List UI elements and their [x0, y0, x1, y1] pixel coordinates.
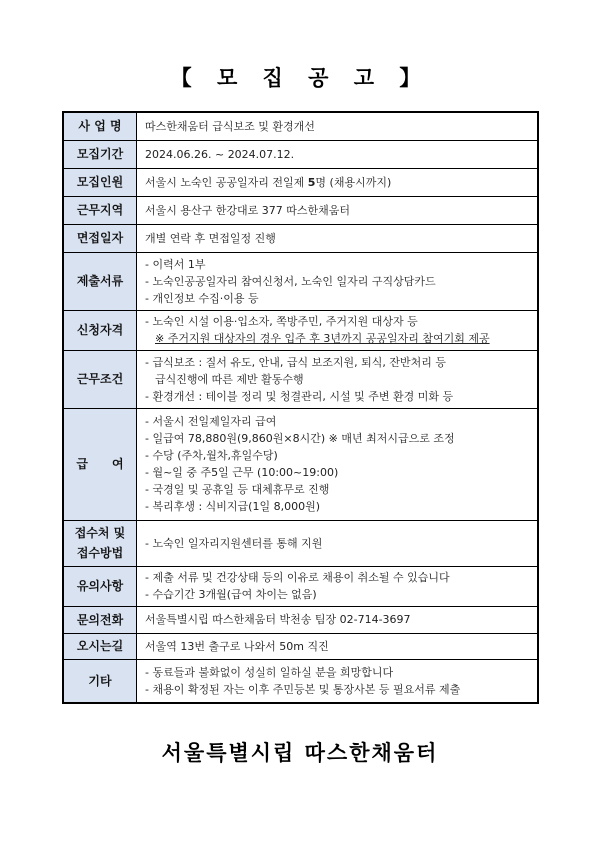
table-row — [63, 196, 538, 224]
label-line: 접수방법 — [76, 546, 124, 560]
value-line: - 복리후생 : 식비지급(1일 8,000원) — [145, 500, 320, 513]
page-title: 【 모 집 공 고 】 — [170, 65, 430, 90]
row-label-interview-date: 면접일자 — [63, 224, 137, 252]
row-value-salary — [137, 408, 539, 520]
value-line: - 환경개선 : 테이블 정리 및 청결관리, 시설 및 주변 환경 미화 등 — [145, 389, 454, 403]
table-row — [63, 408, 538, 520]
value-line: - 동료들과 불화없이 성실히 일하실 분을 희망합니다 — [145, 665, 394, 679]
row-label-notes: 유의사항 — [63, 566, 137, 606]
value-line: - 이력서 1부 — [145, 257, 206, 271]
value-line: 급식진행에 따른 제반 활동수행 — [155, 372, 304, 386]
table-row — [63, 224, 538, 252]
value-line: - 서울시 전일제일자리 급여 — [145, 415, 277, 428]
value-line: 따스한채움터 급식보조 및 환경개선 — [145, 119, 315, 133]
row-label-recruit-period: 모집기간 — [63, 140, 137, 168]
value-line: - 국경일 및 공휴일 등 대체휴무로 진행 — [145, 483, 330, 496]
value-line: - 노숙인 일자리지원센터를 통해 지원 — [145, 536, 323, 550]
row-value-documents — [137, 252, 539, 310]
value-line: - 노숙인공공일자리 참여신청서, 노숙인 일자리 구직상담카드 — [145, 274, 436, 288]
table-row — [63, 633, 538, 659]
value-line: ※ 주거지원 대상자의 경우 입주 후 3년까지 공공일자리 참여기회 제공 — [155, 332, 490, 345]
value-line — [145, 174, 537, 191]
row-value-application-method — [137, 520, 539, 566]
table-row — [63, 252, 538, 310]
row-label-contact-phone: 문의전화 — [63, 606, 137, 633]
value-line: 2024.06.26. ~ 2024.07.12. — [145, 147, 295, 161]
table-row — [63, 566, 538, 606]
recruit-number: 5 — [307, 175, 316, 189]
row-value-work-conditions — [137, 350, 539, 408]
table-row — [63, 310, 538, 350]
value-line: - 월~일 중 주5일 근무 (10:00~19:00) — [145, 466, 339, 479]
row-label-application-method — [63, 520, 137, 566]
value-line: 서울특별시립 따스한채움터 박천송 팀장 02-714-3697 — [145, 613, 411, 626]
recruit-prefix: 서울시 노숙인 공공일자리 전일제 — [145, 175, 308, 189]
row-label-etc: 기타 — [63, 659, 137, 703]
recruit-suffix: 명 (채용시까지) — [315, 175, 392, 189]
row-value-contact-phone — [137, 606, 539, 633]
value-line: - 제출 서류 및 건강상태 등의 이유로 채용이 취소될 수 있습니다 — [145, 571, 450, 584]
row-value-interview-date — [137, 224, 539, 252]
row-label-directions: 오시는길 — [63, 633, 137, 659]
row-value-directions — [137, 633, 539, 659]
row-label-work-location: 근무지역 — [63, 196, 137, 224]
row-value-etc — [137, 659, 539, 703]
organization-name: 서울특별시립 따스한채움터 — [161, 740, 439, 765]
table-row — [63, 140, 538, 168]
value-line: - 수습기간 3개월(급여 차이는 없음) — [145, 588, 317, 601]
value-line: 서울역 13번 출구로 나와서 50m 직진 — [145, 639, 329, 653]
row-label-eligibility: 신청자격 — [63, 310, 137, 350]
table-row — [63, 520, 538, 566]
value-line: 서울시 용산구 한강대로 377 따스한채움터 — [145, 203, 350, 217]
value-line: 개별 연락 후 면접일정 진행 — [145, 231, 276, 245]
row-label-salary: 급 여 — [63, 408, 137, 520]
row-label-recruit-count: 모집인원 — [63, 168, 137, 196]
row-value-work-location — [137, 196, 539, 224]
row-label-business-name: 사 업 명 — [63, 112, 137, 140]
value-line: - 노숙인 시설 이용·입소자, 쪽방주민, 주거지원 대상자 등 — [145, 315, 418, 328]
table-row — [63, 350, 538, 408]
row-value-eligibility — [137, 310, 539, 350]
value-line: - 수당 (주차,월차,휴일수당) — [145, 449, 278, 462]
value-line: - 채용이 확정된 자는 이후 주민등본 및 통장사본 등 필요서류 제출 — [145, 682, 461, 696]
table-row — [63, 168, 538, 196]
row-label-documents: 제출서류 — [63, 252, 137, 310]
table-row — [63, 606, 538, 633]
row-value-recruit-period — [137, 140, 539, 168]
row-value-notes — [137, 566, 539, 606]
value-line: - 개인정보 수집·이용 등 — [145, 291, 259, 305]
row-label-work-conditions: 근무조건 — [63, 350, 137, 408]
row-value-business-name — [137, 112, 539, 140]
table-row — [63, 112, 538, 140]
label-line: 접수처 및 — [74, 526, 126, 540]
table-row — [63, 659, 538, 703]
recruitment-table — [62, 111, 539, 704]
value-line: - 급식보조 : 질서 유도, 안내, 급식 보조지원, 퇴식, 잔반처리 등 — [145, 355, 447, 369]
value-line: - 일급여 78,880원(9,860원×8시간) ※ 매년 최저시급으로 조정 — [145, 432, 455, 445]
row-value-recruit-count — [137, 168, 539, 196]
